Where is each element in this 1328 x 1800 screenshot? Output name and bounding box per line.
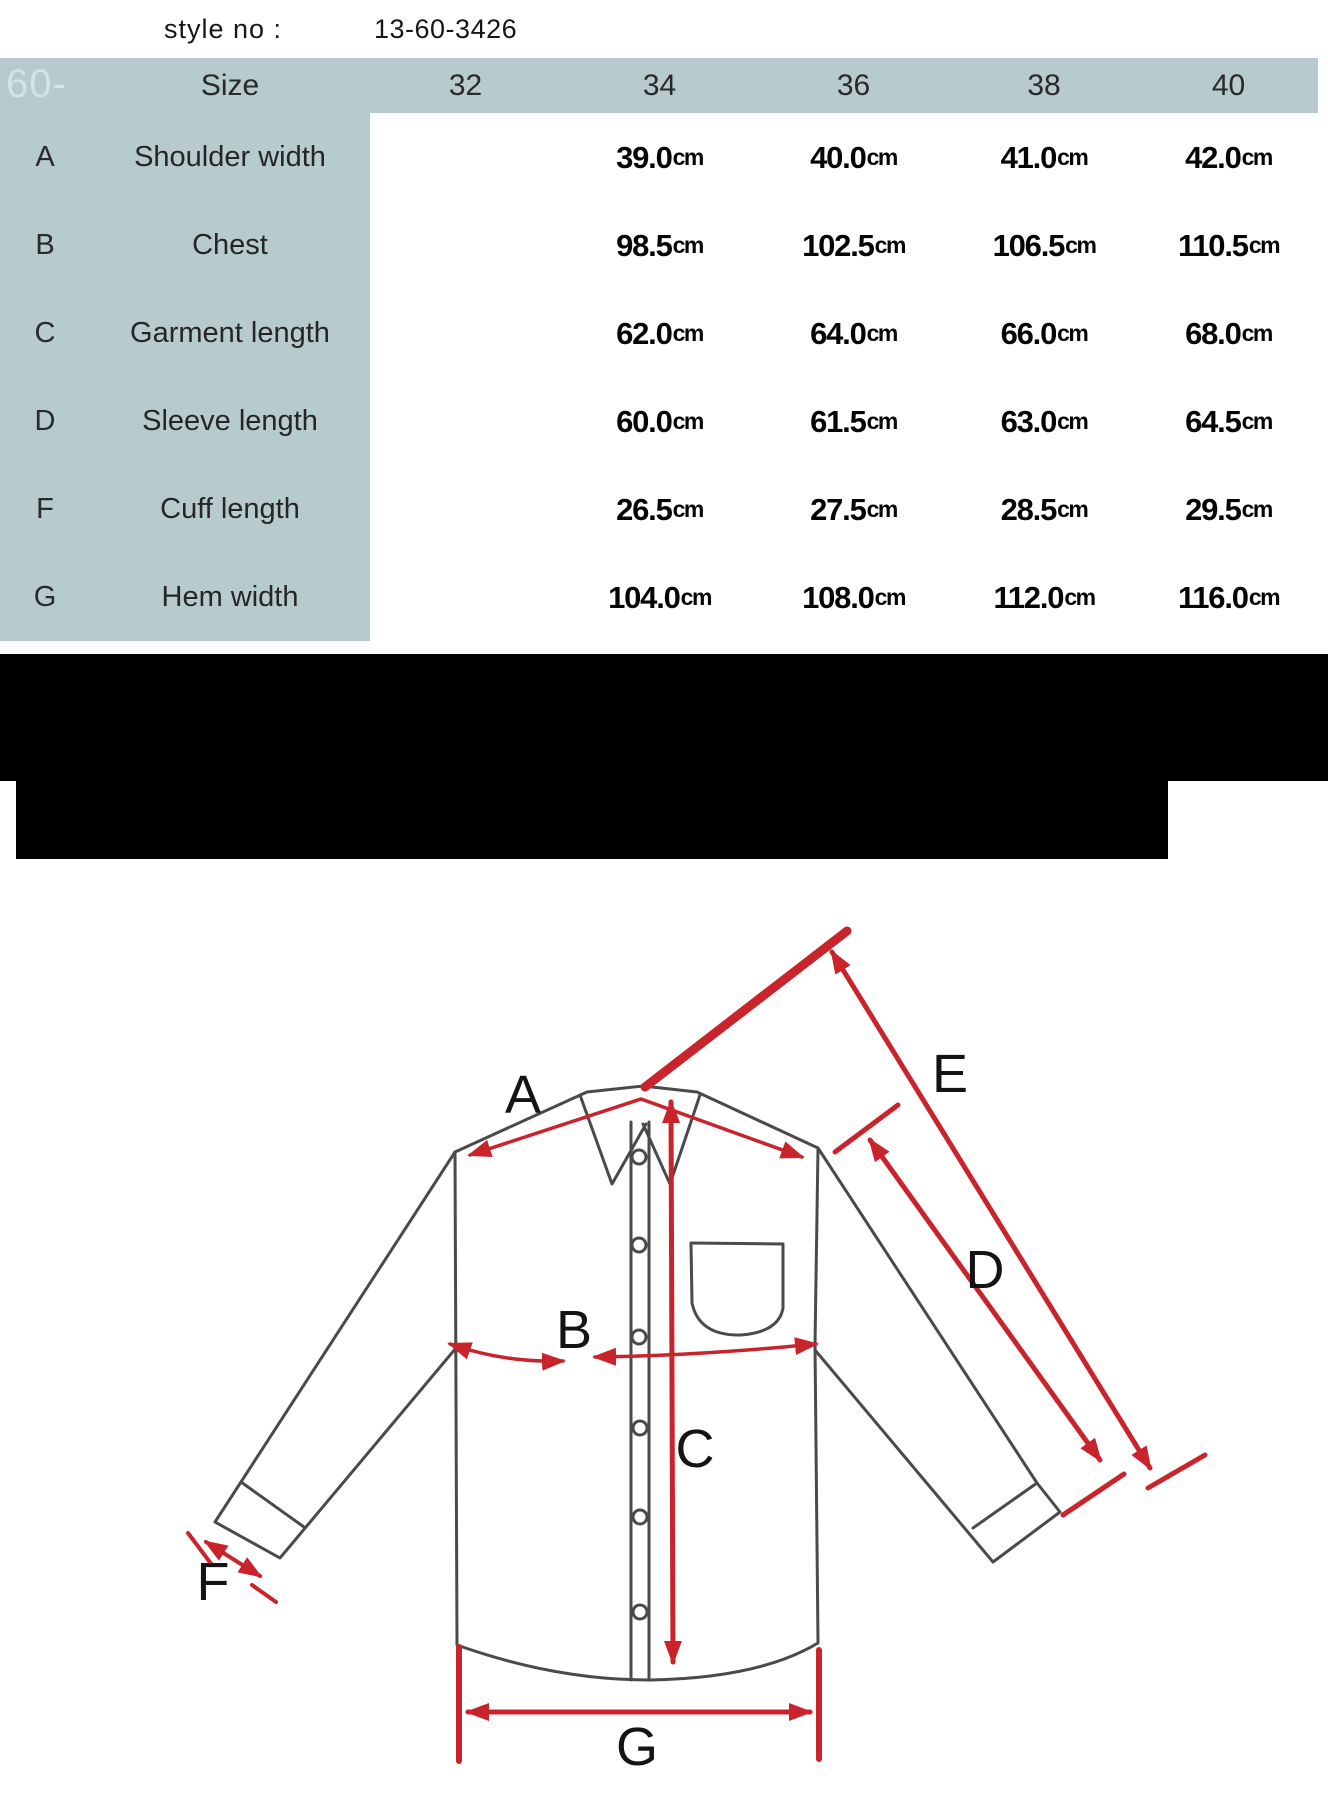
button — [633, 1605, 647, 1619]
value-cell — [1139, 465, 1318, 553]
cm-suffix: cm — [680, 583, 711, 610]
cm-suffix: cm — [1057, 319, 1088, 346]
row-letter: B — [35, 228, 55, 261]
shirt-outline — [215, 1086, 1060, 1680]
value-cell — [370, 465, 561, 553]
cm-suffix: cm — [1057, 407, 1088, 434]
value-cell — [1139, 289, 1318, 377]
left-cuff-band — [241, 1482, 304, 1527]
value-cell — [949, 113, 1139, 201]
row-letter: D — [34, 404, 56, 437]
cm-suffix: cm — [672, 143, 703, 170]
cm-suffix: cm — [1064, 583, 1095, 610]
diagram-label-F: F — [196, 1552, 230, 1612]
value-number: 66.0 — [1000, 315, 1057, 351]
value-number: 62.0 — [616, 315, 672, 351]
cm-suffix: cm — [1241, 143, 1272, 170]
value-cell — [561, 289, 758, 377]
value-number: 102.5 — [802, 227, 874, 263]
value-number: 28.5 — [1000, 491, 1057, 527]
diagram-label-G: G — [615, 1717, 659, 1777]
row-label: Garment length — [130, 316, 330, 349]
value-cell — [758, 201, 949, 289]
row-label: Hem width — [161, 580, 299, 613]
value-cell — [1139, 113, 1318, 201]
style-no-value: 13-60-3426 — [374, 14, 518, 44]
row-letter: F — [36, 492, 54, 525]
value-number: 41.0 — [1000, 139, 1057, 175]
cm-suffix: cm — [1057, 143, 1088, 170]
header-spacer-cell — [0, 58, 90, 113]
row-label: Sleeve length — [142, 404, 318, 437]
cm-suffix: cm — [1057, 495, 1088, 522]
value-cell — [561, 377, 758, 465]
value-cell — [370, 113, 561, 201]
diagram-label-C: C — [675, 1419, 715, 1479]
size-table — [0, 58, 1318, 641]
style-no-line — [0, 12, 1328, 52]
size-header-label: Size — [200, 68, 260, 102]
arrow-E — [832, 952, 1150, 1468]
value-cell — [949, 465, 1139, 553]
value-cell — [758, 289, 949, 377]
button — [632, 1150, 646, 1164]
value-cell — [561, 201, 758, 289]
value-number: 63.0 — [1000, 403, 1057, 439]
size-col-40: 40 — [1211, 68, 1246, 102]
arrow-D-top-tick — [835, 1105, 898, 1152]
arrow-D-end-tick — [1063, 1474, 1124, 1515]
value-number: 108.0 — [802, 579, 874, 615]
value-cell — [1139, 553, 1318, 641]
measurement-arrows — [188, 931, 1205, 1761]
arrow-F-right-tick — [252, 1585, 276, 1602]
arrow-D — [870, 1140, 1100, 1460]
shirt-body — [455, 1086, 818, 1680]
cm-suffix: cm — [1248, 583, 1280, 610]
button — [633, 1510, 647, 1524]
value-cell — [370, 289, 561, 377]
diagram-label-A: A — [504, 1065, 542, 1125]
value-cell — [949, 377, 1139, 465]
value-number: 110.5 — [1177, 227, 1248, 263]
value-cell — [949, 289, 1139, 377]
button — [633, 1421, 647, 1435]
shirt-measurement-diagram — [0, 860, 1328, 1800]
cm-suffix: cm — [672, 319, 703, 346]
value-cell — [370, 201, 561, 289]
value-cell — [949, 201, 1139, 289]
value-cell — [561, 553, 758, 641]
value-cell — [758, 113, 949, 201]
row-letter: A — [35, 140, 55, 173]
value-number: 42.0 — [1185, 139, 1241, 175]
value-number: 60.0 — [616, 403, 672, 439]
row-label: Chest — [192, 228, 268, 261]
value-number: 68.0 — [1185, 315, 1241, 351]
value-cell — [949, 553, 1139, 641]
value-number: 29.5 — [1185, 491, 1241, 527]
arrow-B-left — [450, 1344, 563, 1361]
size-col-32: 32 — [448, 68, 483, 102]
value-cell — [370, 377, 561, 465]
value-cell — [370, 553, 561, 641]
arrow-C — [671, 1102, 673, 1662]
value-cell — [758, 553, 949, 641]
value-cell — [758, 465, 949, 553]
value-number: 98.5 — [616, 227, 672, 263]
value-cell — [1139, 201, 1318, 289]
redaction-bar-bottom — [16, 781, 1168, 859]
value-number: 116.0 — [1177, 579, 1248, 615]
cm-suffix: cm — [866, 495, 897, 522]
cm-suffix: cm — [1248, 231, 1280, 258]
size-col-38: 38 — [1027, 68, 1061, 102]
right-cuff-band — [973, 1483, 1037, 1528]
value-cell — [758, 377, 949, 465]
value-number: 27.5 — [810, 491, 866, 527]
cm-suffix: cm — [874, 583, 905, 610]
redaction-bar-top — [0, 654, 1328, 781]
value-number: 104.0 — [608, 579, 680, 615]
value-number: 112.0 — [993, 579, 1064, 615]
value-cell — [561, 465, 758, 553]
chest-pocket — [691, 1243, 783, 1335]
watermark-text: 60- — [6, 62, 67, 106]
value-number: 64.0 — [810, 315, 866, 351]
diagram-label-D: D — [965, 1240, 1005, 1300]
cm-suffix: cm — [1065, 231, 1096, 258]
value-number: 39.0 — [616, 139, 672, 175]
value-number: 61.5 — [810, 403, 866, 439]
collar-axis-line — [645, 931, 847, 1087]
cm-suffix: cm — [874, 231, 905, 258]
style-no-label: style no : — [164, 14, 283, 44]
value-number: 26.5 — [616, 491, 672, 527]
row-label: Shoulder width — [134, 140, 326, 173]
cm-suffix: cm — [672, 407, 703, 434]
cm-suffix: cm — [672, 495, 703, 522]
value-cell — [561, 113, 758, 201]
value-number: 106.5 — [992, 227, 1065, 263]
cm-suffix: cm — [866, 319, 897, 346]
value-number: 40.0 — [810, 139, 866, 175]
cm-suffix: cm — [866, 407, 897, 434]
cm-suffix: cm — [866, 143, 897, 170]
diagram-label-B: B — [555, 1300, 593, 1360]
cm-suffix: cm — [1241, 407, 1272, 434]
diagram-label-E: E — [931, 1044, 969, 1104]
value-cell — [1139, 377, 1318, 465]
size-col-34: 34 — [642, 68, 677, 102]
cm-suffix: cm — [1241, 495, 1272, 522]
arrow-B-right — [595, 1344, 816, 1357]
left-sleeve — [215, 1152, 456, 1558]
cm-suffix: cm — [1241, 319, 1272, 346]
row-letter: C — [34, 316, 56, 349]
cm-suffix: cm — [672, 231, 703, 258]
button — [632, 1330, 646, 1344]
value-number: 64.5 — [1185, 403, 1241, 439]
row-letter: G — [33, 580, 57, 613]
arrow-E-end-tick — [1148, 1455, 1205, 1488]
button — [632, 1238, 646, 1252]
size-col-36: 36 — [836, 68, 871, 102]
row-label: Cuff length — [160, 492, 300, 525]
